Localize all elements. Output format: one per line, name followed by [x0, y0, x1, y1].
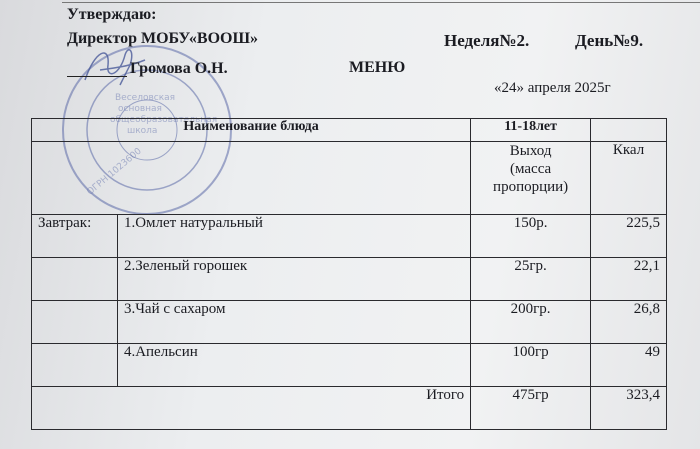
- dish-kcal: 49: [591, 344, 667, 387]
- day-number: День№9.: [575, 31, 644, 50]
- signer-name: Громова О.Н.: [130, 60, 228, 77]
- header-empty-cell: [591, 119, 667, 142]
- total-label: Итого: [32, 387, 471, 430]
- dish-yield: 100гр: [471, 344, 591, 387]
- meal-label: Завтрак:: [32, 215, 118, 258]
- week-number: Неделя№2.: [444, 31, 530, 50]
- total-kcal: 323,4: [591, 387, 667, 430]
- signature-line: [67, 76, 127, 77]
- meal-empty-cell: [32, 258, 118, 301]
- table-subheader-row: [32, 142, 667, 215]
- table-row: [32, 344, 667, 387]
- header-age-group: 11-18лет: [471, 119, 591, 142]
- table-row: [32, 301, 667, 344]
- dish-kcal: 225,5: [591, 215, 667, 258]
- svg-text:школа: школа: [127, 126, 158, 136]
- subheader-empty-cell: [32, 142, 471, 215]
- table-row: [32, 258, 667, 301]
- top-divider: [62, 2, 700, 3]
- header-yield-line: (масса: [510, 161, 552, 177]
- dish-yield: 200гр.: [471, 301, 591, 344]
- svg-text:ОГРН 1023600: ОГРН 1023600: [85, 146, 144, 198]
- dish-name: 3.Чай с сахаром: [117, 301, 470, 344]
- dish-yield: 150р.: [471, 215, 591, 258]
- dish-kcal: 22,1: [591, 258, 667, 301]
- menu-date: «24» апреля 2025г: [494, 80, 611, 96]
- table-header-row: [32, 119, 667, 142]
- header-dish-name: Наименование блюда: [32, 119, 471, 142]
- dish-name: 4.Апельсин: [117, 344, 470, 387]
- director-title: Директор МОБУ«ВООШ»: [67, 30, 259, 47]
- total-yield: 475гр: [471, 387, 591, 430]
- svg-text:общеобразовательная: общеобразовательная: [110, 115, 218, 125]
- header-yield: [471, 142, 591, 215]
- meal-empty-cell: [32, 301, 118, 344]
- dish-yield: 25гр.: [471, 258, 591, 301]
- dish-kcal: 26,8: [591, 301, 667, 344]
- menu-title: МЕНЮ: [349, 59, 406, 76]
- table-row: [32, 215, 667, 258]
- svg-text:основная: основная: [118, 104, 162, 114]
- dish-name: 1.Омлет натуральный: [117, 215, 470, 258]
- header-kcal: Ккал: [591, 142, 667, 215]
- header-yield-line: Выход: [509, 143, 552, 159]
- meal-empty-cell: [32, 344, 118, 387]
- approve-label: Утверждаю:: [67, 6, 157, 23]
- table-total-row: [32, 387, 667, 430]
- svg-text:Веселовская: Веселовская: [115, 93, 176, 103]
- dish-name: 2.Зеленый горошек: [117, 258, 470, 301]
- header-yield-line: пропорции): [493, 179, 569, 195]
- menu-table: [31, 118, 667, 430]
